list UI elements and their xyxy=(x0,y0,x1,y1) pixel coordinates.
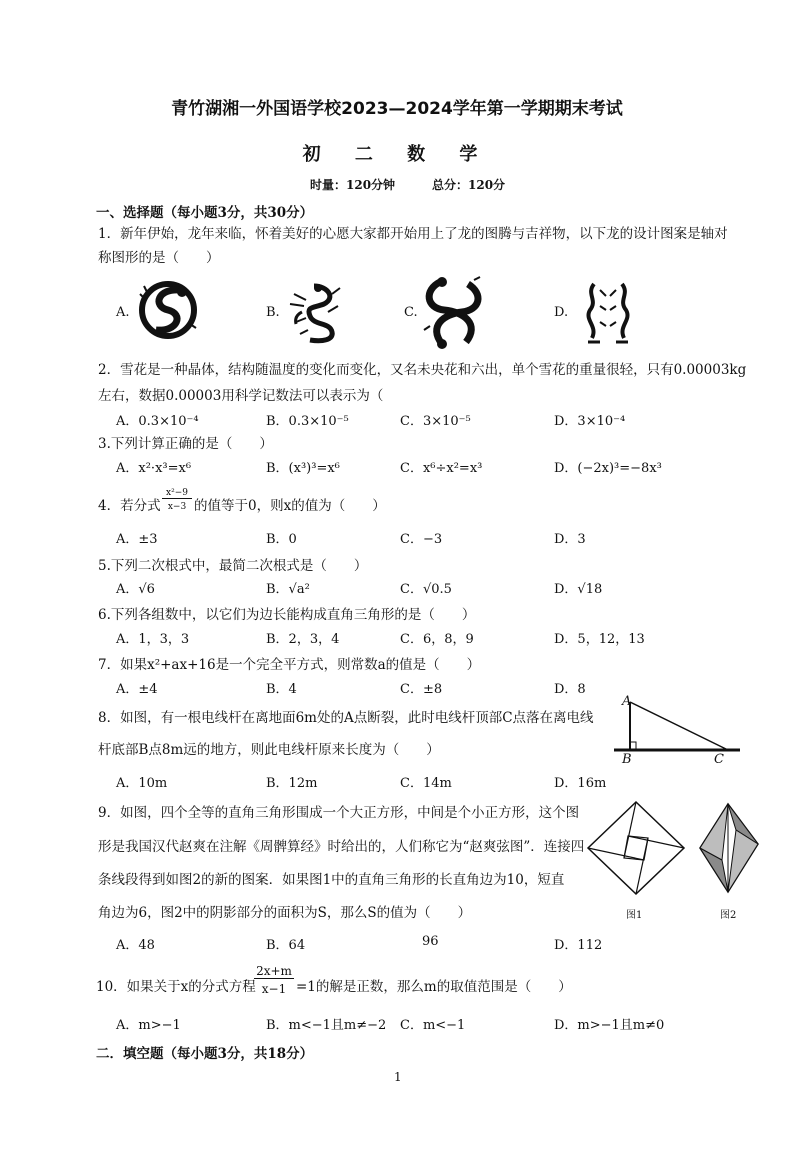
section-heading-choice: 一、选择题（每小题3分，共30分） xyxy=(96,205,314,221)
dragon-b-icon xyxy=(284,282,344,344)
broken-pole-line xyxy=(630,702,728,750)
dragon-d-icon xyxy=(580,280,636,346)
q7-option-a: A．±4 xyxy=(116,682,158,697)
q8-label-c: C xyxy=(714,752,724,767)
page-number: 1 xyxy=(394,1070,402,1084)
q3-option-a: A．x²·x³=x⁶ xyxy=(116,461,192,476)
q8-option-a: A．10m xyxy=(116,776,168,791)
q3-option-c: C．x⁶÷x²=x³ xyxy=(400,461,483,476)
q4-option-c: C．−3 xyxy=(400,532,443,547)
q4-option-b: B．0 xyxy=(266,532,297,547)
q5-option-b: B．√a² xyxy=(266,582,310,597)
q8-label-a: A xyxy=(622,694,632,709)
question-2-line-2: 左右，数据0.00003用科学记数法可以表示为（ xyxy=(98,388,384,404)
q9-option-d: D．112 xyxy=(554,938,603,953)
q6-option-b: B．2，3，4 xyxy=(266,632,340,647)
section-heading-fill: 二．填空题（每小题3分，共18分） xyxy=(96,1046,314,1062)
dragon-c-icon xyxy=(420,276,488,350)
q9-option-c: 96 xyxy=(422,934,439,949)
question-7: 7．如果x²+ax+16是一个完全平方式，则常数a的值是（ ） xyxy=(98,657,481,673)
zhao-shuang-figure-1 xyxy=(586,800,686,896)
total-score: 总分：120分 xyxy=(432,178,506,192)
q4-numerator: x²−9 xyxy=(162,488,192,499)
question-4-prefix: 4．若分式 xyxy=(98,498,161,514)
q10-option-c: C．m<−1 xyxy=(400,1018,466,1033)
q3-option-b: B．(x³)³=x⁶ xyxy=(266,461,340,476)
question-9-line-4: 角边为6，图2中的阴影部分的面积为S，那么S的值为（ ） xyxy=(98,905,472,921)
question-9-line-3: 条线段得到如图2的新的图案．如果图1中的直角三角形的长直角边为10，短直 xyxy=(98,872,565,888)
q5-option-a: A．√6 xyxy=(116,582,155,597)
q4-option-d: D．3 xyxy=(554,532,586,547)
q8-label-b: B xyxy=(622,752,632,767)
q10-option-b: B．m<−1且m≠−2 xyxy=(266,1018,387,1033)
zhao-shuang-figure-2 xyxy=(700,800,758,900)
exam-title: 青竹湖湘一外国语学校2023—2024学年第一学期期末考试 xyxy=(171,99,623,119)
q1-option-a: A. xyxy=(116,305,130,320)
question-3: 3.下列计算正确的是（ ） xyxy=(98,436,273,452)
question-10-suffix: =1的解是正数，那么m的取值范围是（ ） xyxy=(296,979,572,995)
q9-option-b: B．64 xyxy=(266,938,306,953)
q1-option-c: C. xyxy=(404,305,418,320)
question-4-suffix: 的值等于0，则x的值为（ ） xyxy=(194,498,386,514)
dragon-a-icon xyxy=(138,280,198,340)
q4-option-a: A．±3 xyxy=(116,532,158,547)
q4-denominator: x−3 xyxy=(167,502,187,512)
q8-option-d: D．16m xyxy=(554,776,607,791)
q10-denominator: x−1 xyxy=(261,982,287,996)
q2-option-c: C．3×10⁻⁵ xyxy=(400,414,471,429)
q10-numerator: 2x+m xyxy=(254,964,294,979)
q5-option-d: D．√18 xyxy=(554,582,603,597)
question-1-line-2: 称图形的是（ ） xyxy=(98,250,220,266)
figure-1-caption: 图1 xyxy=(626,910,643,921)
question-1-line-1: 1．新年伊始，龙年来临，怀着美好的心愿大家都开始用上了龙的图腾与吉祥物，以下龙的设计图案是轴对 xyxy=(98,226,728,242)
q8-option-b: B．12m xyxy=(266,776,318,791)
question-8-line-1: 8．如图，有一根电线杆在离地面6m处的A点断裂，此时电线杆顶部C点落在离电线 xyxy=(98,710,594,726)
question-9-line-2: 形是我国汉代赵爽在注解《周髀算经》时给出的，人们称它为“赵爽弦图”．连接四 xyxy=(98,839,585,855)
q6-option-a: A．1，3，3 xyxy=(116,632,190,647)
question-8-line-2: 杆底部B点8m远的地方，则此电线杆原来长度为（ ） xyxy=(98,742,440,758)
q7-option-d: D．8 xyxy=(554,682,586,697)
q9-option-a: A．48 xyxy=(116,938,155,953)
q7-option-c: C．±8 xyxy=(400,682,443,697)
q6-option-c: C．6，8，9 xyxy=(400,632,474,647)
question-10-prefix: 10．如果关于x的分式方程 xyxy=(96,979,256,995)
q10-option-a: A．m>−1 xyxy=(116,1018,181,1033)
figure-2-caption: 图2 xyxy=(720,910,737,921)
q7-option-b: B．4 xyxy=(266,682,297,697)
q2-option-a: A．0.3×10⁻⁴ xyxy=(116,414,199,429)
time-limit: 时量：120分钟 xyxy=(310,178,396,192)
question-5: 5.下列二次根式中，最简二次根式是（ ） xyxy=(98,558,368,574)
q6-option-d: D．5，12，13 xyxy=(554,632,645,647)
q2-option-b: B．0.3×10⁻⁵ xyxy=(266,414,349,429)
q1-option-b: B. xyxy=(266,305,280,320)
q3-option-d: D．(−2x)³=−8x³ xyxy=(554,461,662,476)
subject-title: 初 二 数 学 xyxy=(302,144,492,165)
q5-option-c: C．√0.5 xyxy=(400,582,452,597)
q1-option-d: D. xyxy=(554,305,569,320)
q10-option-d: D．m>−1且m≠0 xyxy=(554,1018,665,1033)
q8-option-c: C．14m xyxy=(400,776,452,791)
q2-option-d: D．3×10⁻⁴ xyxy=(554,414,626,429)
question-9-line-1: 9．如图，四个全等的直角三角形围成一个大正方形，中间是个小正方形，这个图 xyxy=(98,805,580,821)
question-6: 6.下列各组数中，以它们为边长能构成直角三角形的是（ ） xyxy=(98,607,476,623)
question-2-line-1: 2．雪花是一种晶体，结构随温度的变化而变化，又名未央花和六出，单个雪花的重量很轻，只有0.00003kg xyxy=(98,362,747,378)
